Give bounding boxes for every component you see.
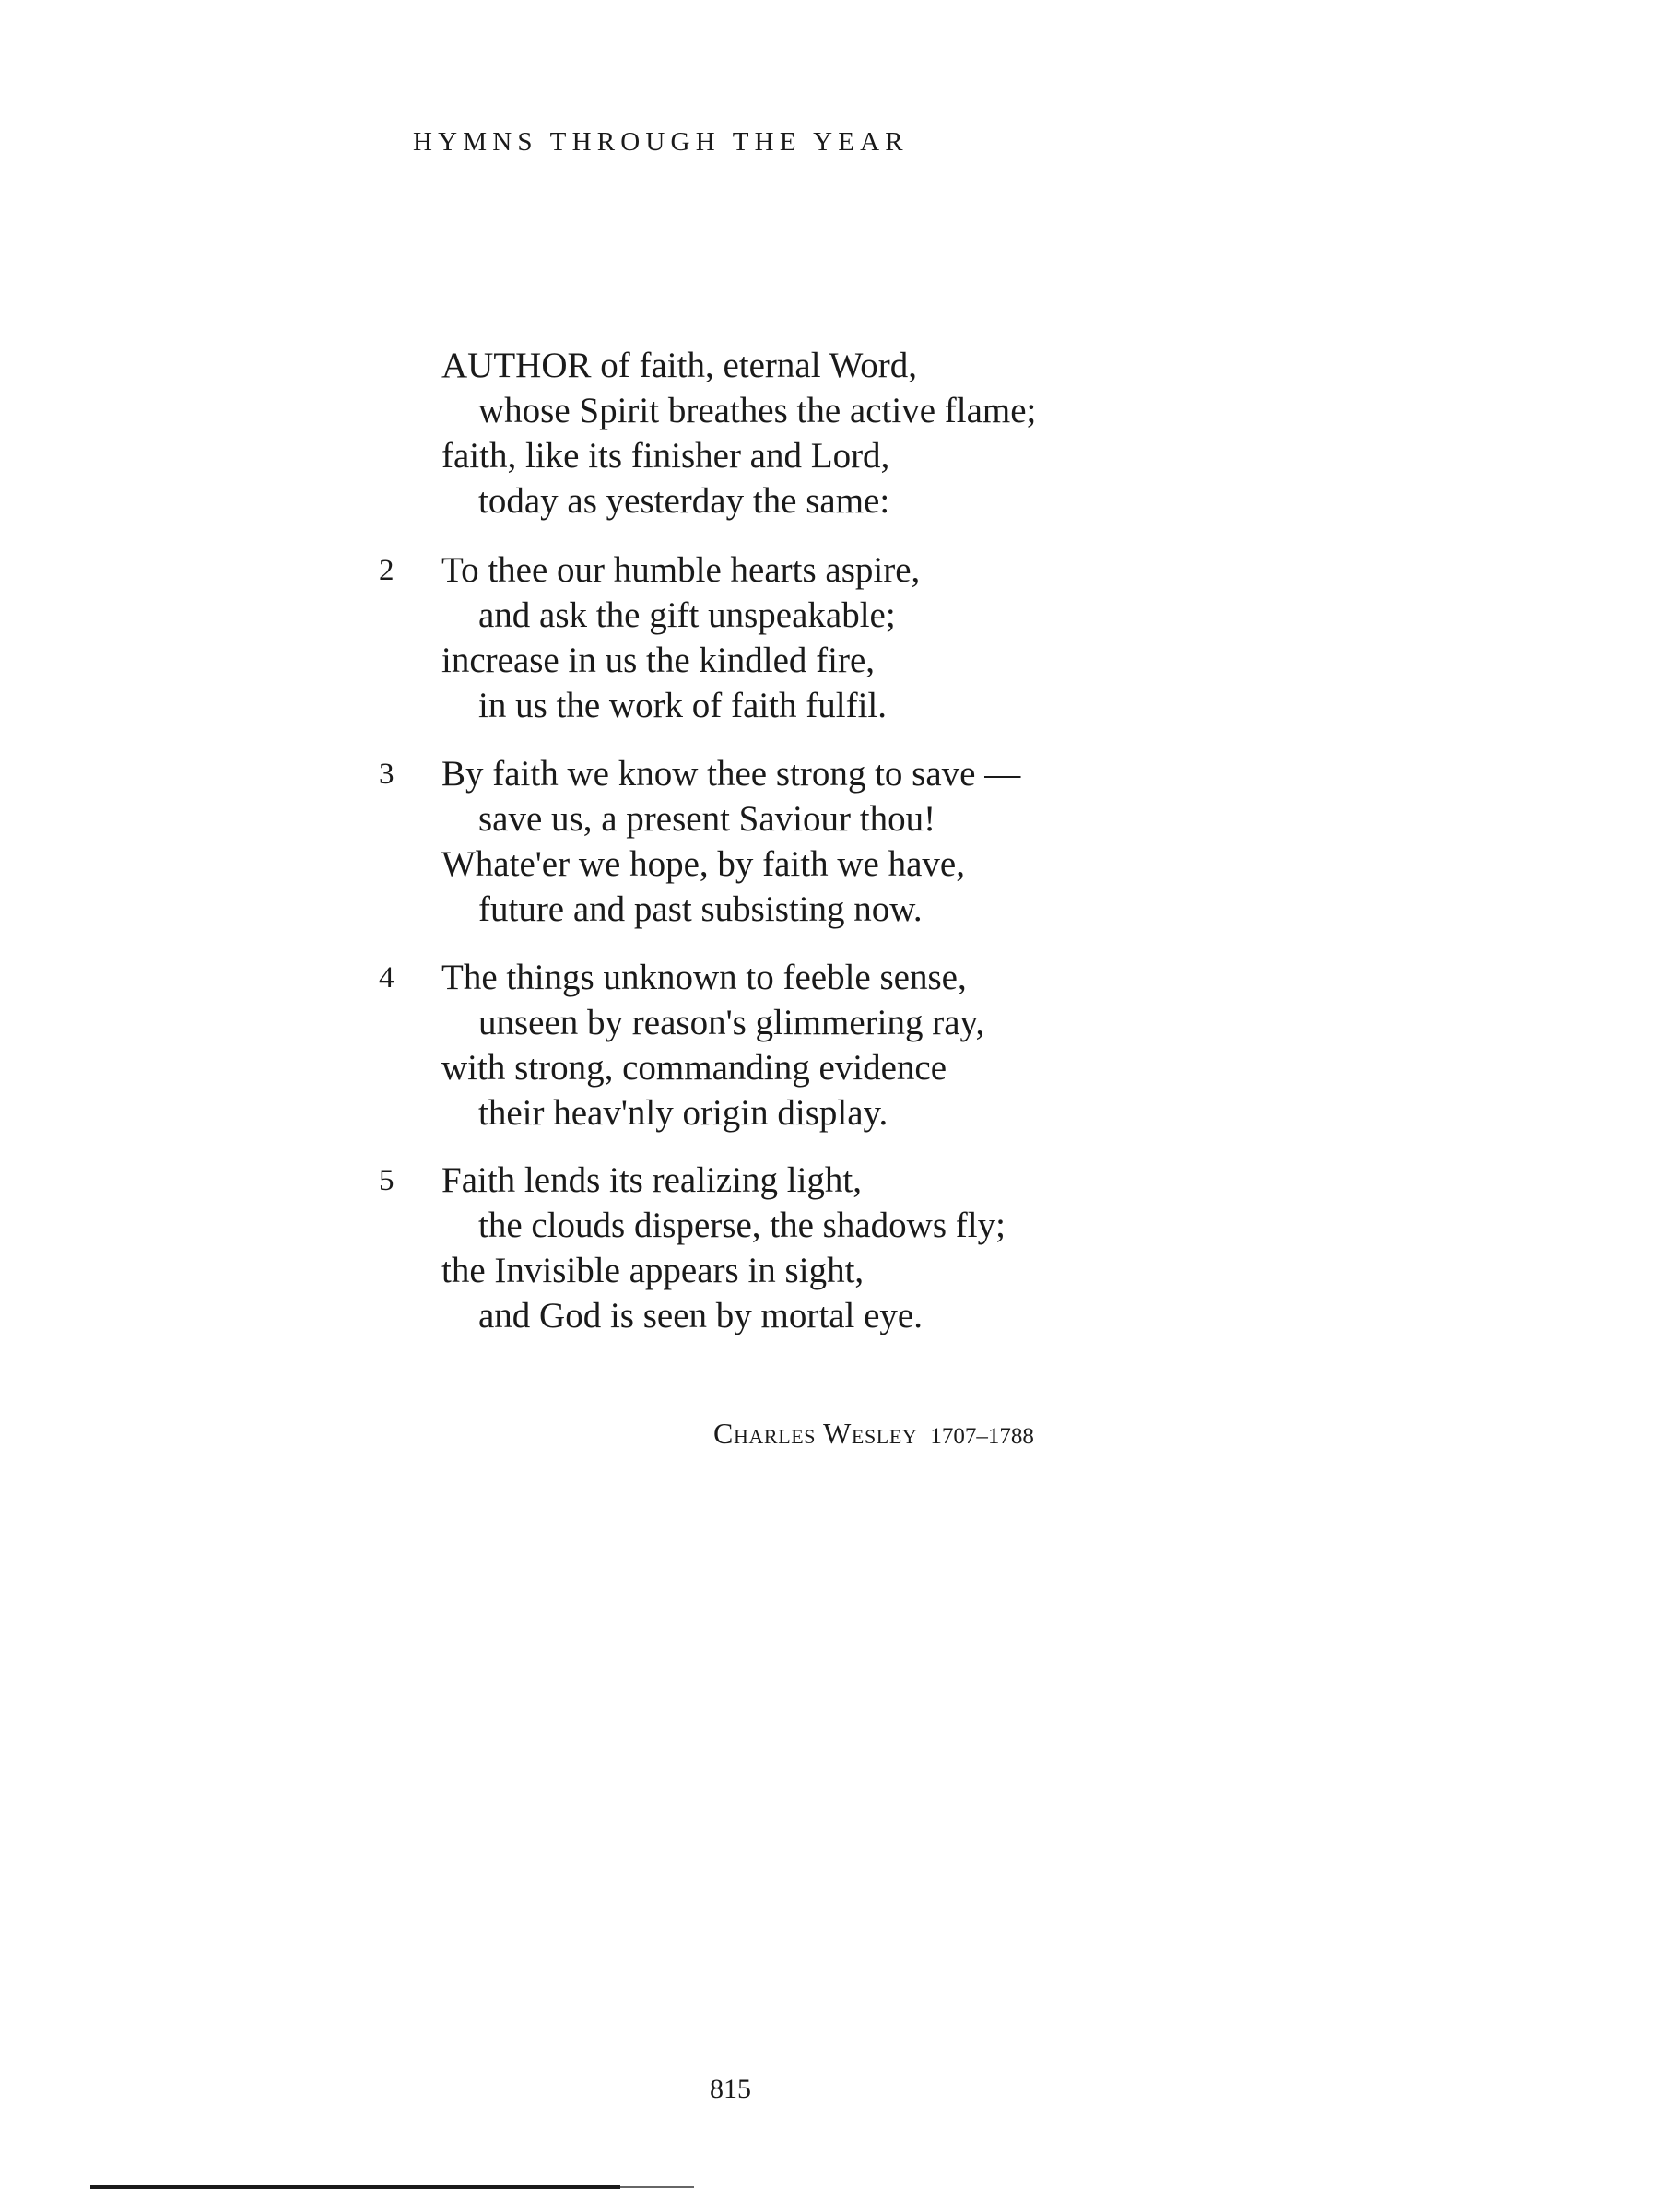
verse-line: increase in us the kindled fire, (441, 641, 875, 680)
bottom-rule (90, 2185, 620, 2189)
verse-line: AUTHOR of faith, eternal Word, (441, 346, 918, 385)
running-head: HYMNS THROUGH THE YEAR (413, 127, 909, 157)
verse-line: faith, like its finisher and Lord, (441, 436, 890, 476)
verse-number: 2 (379, 554, 394, 587)
verse-number: 4 (379, 961, 394, 994)
verse-number: 5 (379, 1164, 394, 1197)
verse-line: Whate'er we hope, by faith we have, (441, 844, 965, 884)
verse-line: The things unknown to feeble sense, (441, 958, 967, 997)
verse-line: the clouds disperse, the shadows fly; (478, 1206, 1006, 1245)
author-name: Charles Wesley (713, 1417, 918, 1450)
bottom-rule-tail (620, 2186, 694, 2188)
verse-line: Faith lends its realizing light, (441, 1160, 863, 1200)
author-dates: 1707–1788 (930, 1424, 1034, 1449)
verse-line: future and past subsisting now. (478, 889, 923, 929)
verse-line: with strong, commanding evidence (441, 1048, 947, 1088)
verse-line: unseen by reason's glimmering ray, (478, 1003, 985, 1042)
verse-line: today as yesterday the same: (478, 481, 890, 521)
verse-line: and God is seen by mortal eye. (478, 1296, 923, 1335)
verse-line: their heav'nly origin display. (478, 1093, 888, 1133)
verse-line: By faith we know thee strong to save — (441, 754, 1021, 794)
verse-line: save us, a present Saviour thou! (478, 799, 936, 839)
verse-line: and ask the gift unspeakable; (478, 595, 896, 635)
page-number: 815 (710, 2074, 751, 2104)
verse-line: the Invisible appears in sight, (441, 1251, 865, 1290)
verse-line: whose Spirit breathes the active flame; (478, 391, 1037, 430)
verse-line: in us the work of faith fulfil. (478, 686, 887, 725)
attribution (713, 1417, 1034, 1451)
verse-number: 3 (379, 758, 394, 791)
verse-line: To thee our humble hearts aspire, (441, 550, 921, 590)
